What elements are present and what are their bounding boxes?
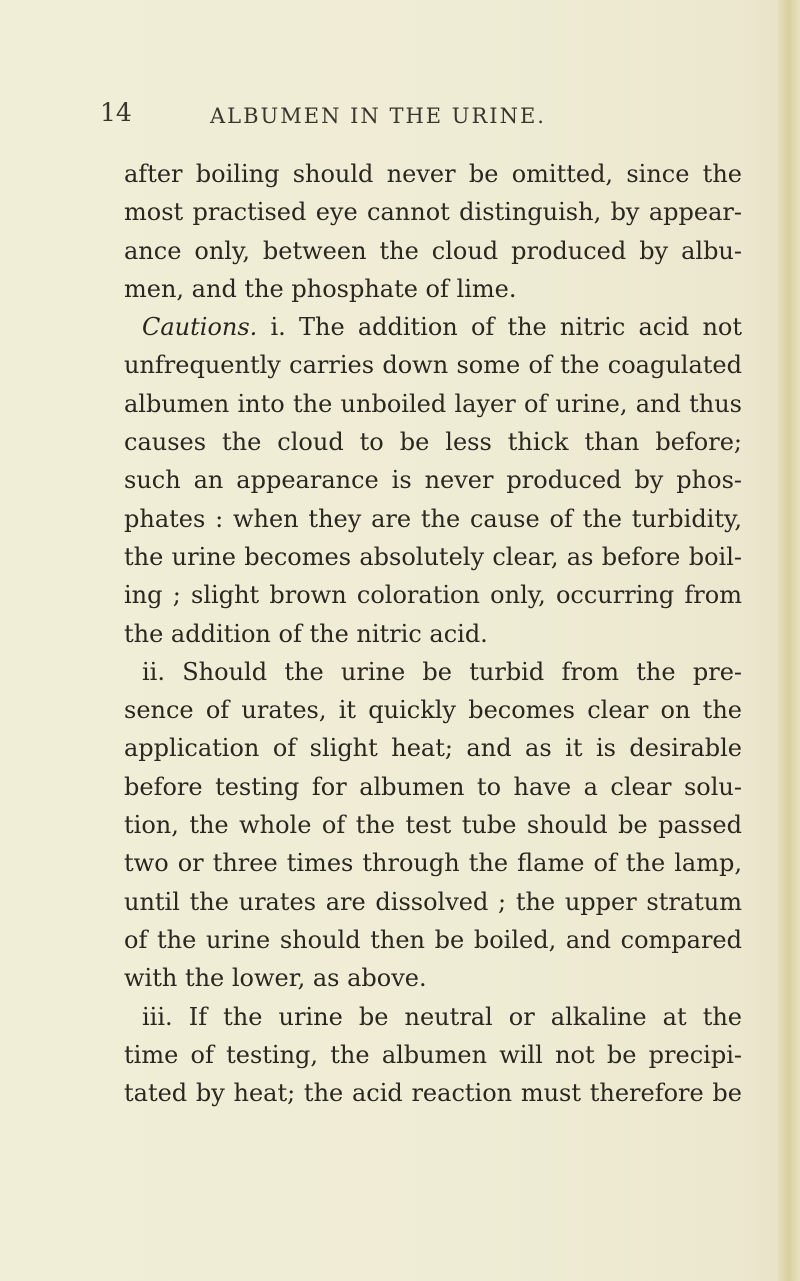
body-text	[124, 155, 742, 1112]
text-line: ing ; slight brown coloration only, occurring from	[124, 581, 742, 610]
text-line: time of testing, the albumen will not be precipi-	[124, 1040, 742, 1069]
text-line: before testing for albumen to have a clear solu-	[124, 772, 742, 801]
text-line: after boiling should never be omitted, since the	[124, 160, 742, 188]
running-title: ALBUMEN IN THE URINE.	[210, 104, 546, 128]
text-line: of the urine should then be boiled, and compared	[124, 925, 742, 954]
text-line: tion, the whole of the test tube should be passed	[124, 811, 742, 840]
text-line: unfrequently carries down some of the coagulated	[124, 351, 742, 380]
text-line: the urine becomes absolutely clear, as before boil-	[124, 542, 742, 571]
text-line: until the urates are dissolved ; the upper stratum	[124, 887, 742, 916]
text-line: application of slight heat; and as it is desirable	[124, 734, 742, 763]
text-line: albumen into the unboiled layer of urine, and thus	[124, 389, 742, 418]
text-line: men, and the phosphate of lime.	[124, 274, 517, 303]
text-line: most practised eye cannot distinguish, by appear-	[124, 198, 742, 227]
page-header	[0, 98, 800, 138]
cautions-line-text: i. The addition of the nitric acid not	[270, 313, 742, 342]
text-line: such an appearance is never produced by phos-	[124, 466, 742, 495]
text-line: ii. Should the urine be turbid from the pre-	[142, 657, 742, 686]
text-line: phates : when they are the cause of the turbidity,	[124, 504, 742, 533]
text-line: iii. If the urine be neutral or alkaline at the	[142, 1002, 742, 1031]
text-line: with the lower, as above.	[124, 964, 427, 993]
text-line: tated by heat; the acid reaction must therefore be	[124, 1079, 742, 1108]
cautions-label: Cautions.	[142, 313, 258, 342]
text-line: causes the cloud to be less thick than before;	[124, 428, 742, 457]
text-line: ance only, between the cloud produced by albu-	[124, 236, 742, 265]
text-line: the addition of the nitric acid.	[124, 619, 488, 648]
page-number: 14	[100, 98, 132, 127]
text-line: two or three times through the flame of the lamp,	[124, 849, 742, 878]
cautions-line	[124, 308, 742, 346]
text-line: sence of urates, it quickly becomes clear on the	[124, 696, 742, 725]
page-edge-shadow	[778, 0, 800, 1281]
